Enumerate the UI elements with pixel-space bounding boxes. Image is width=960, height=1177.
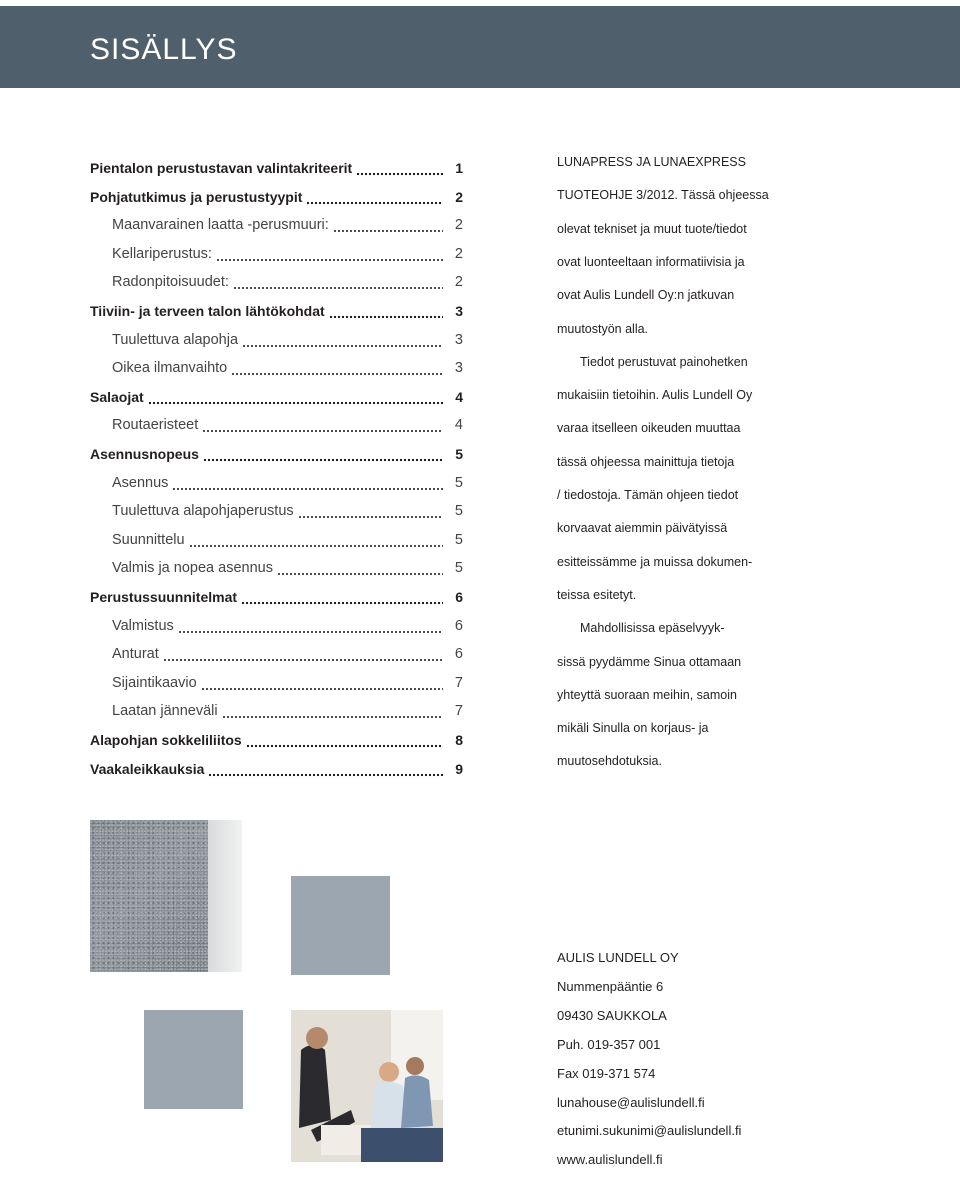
toc-entry-label: Tuulettuva alapohja [112,331,239,348]
dot-leader [163,645,443,663]
address-line: Nummenpääntie 6 [557,978,664,994]
dot-leader [298,502,443,520]
toc-page-number: 5 [454,560,463,577]
dot-leader [222,702,443,720]
toc-entry [112,212,463,234]
dot-leader [329,302,443,320]
wall-edge [208,820,242,972]
toc-page-number: 3 [455,303,463,319]
toc-page-number: 6 [454,617,463,634]
table-of-contents [0,0,480,800]
dot-leader [277,559,443,577]
toc-entry-label: Perustussuunnitelmat [90,589,238,605]
intro-line: sissä pyydämme Sinua ottamaan [557,654,742,669]
toc-page-number: 4 [454,417,463,434]
dot-leader [233,273,443,291]
dot-leader [178,617,443,635]
toc-entry-label: Asennusnopeus [90,446,199,462]
intro-line: ovat Aulis Lundell Oy:n jatkuvan [557,288,735,303]
intro-line: korvaavat aiemmin päivätyissä [557,521,728,536]
intro-line: Tiedot perustuvat painohetken [580,354,748,369]
toc-entry-label: Vaakaleikkauksia [90,760,205,777]
toc-page-number: 4 [455,388,463,405]
toc-entry-label: Alapohjan sokkeliliitos [90,732,242,748]
intro-line: muutosehdotuksia. [557,754,662,769]
toc-page-number: 2 [454,217,463,234]
toc-entry [112,412,463,434]
toc-entry [112,698,463,720]
intro-line: esitteissämme ja muissa dokumen- [557,554,753,569]
toc-entry-label: Oikea ilmanvaihto [112,360,228,377]
gray-swatch-top [291,876,390,975]
toc-entry [112,498,463,520]
toc-entry [90,298,463,320]
toc-entry-label: Radonpitoisuudet: [112,274,229,291]
dot-leader [246,731,443,749]
toc-entry [90,441,463,463]
toc-page-number: 3 [454,331,463,348]
toc-page-number: 2 [454,274,463,291]
toc-page-number: 2 [455,188,463,205]
dot-leader [356,159,443,177]
intro-line: Mahdollisissa epäselvyyk- [580,621,725,636]
toc-entry-label: Pientalon perustustavan valintakriteerit [90,160,353,176]
address-line: Fax 019-371 574 [557,1065,656,1081]
intro-line: teissa esitetyt. [557,587,637,602]
toc-page-number: 8 [455,732,463,748]
meeting-people-photo [291,1010,443,1162]
dot-leader [306,188,443,206]
toc-entry-label: Asennus [112,474,169,491]
address-line: lunahouse@aulislundell.fi [557,1094,705,1110]
toc-page-number: 5 [454,503,463,520]
toc-entry [112,327,463,349]
toc-entry-label: Anturat [112,646,159,663]
toc-entry [112,269,463,291]
toc-entry [90,584,463,606]
toc-entry [112,555,463,577]
dot-leader [241,588,443,606]
dot-leader [148,388,443,406]
toc-page-number: 5 [454,474,463,491]
toc-page-number: 7 [454,674,463,691]
toc-entry-label: Suunnittelu [112,531,185,548]
toc-entry [112,613,463,635]
toc-entry [90,155,463,177]
address-line: AULIS LUNDELL OY [557,950,679,965]
dot-leader [189,531,443,549]
intro-line: mikäli Sinulla on korjaus- ja [557,721,709,736]
toc-page-number: 7 [454,703,463,720]
address-line: 09430 SAUKKOLA [557,1007,667,1023]
toc-entry [112,670,463,692]
toc-page-number: 1 [455,160,463,176]
dot-leader [202,416,443,434]
toc-entry [90,756,463,778]
dot-leader [216,245,443,263]
address-line: www.aulislundell.fi [557,1152,663,1168]
dot-leader [201,674,443,692]
dot-leader [208,760,443,778]
toc-entry-label: Valmis ja nopea asennus [112,560,273,577]
toc-entry [112,641,463,663]
intro-line: muutostyön alla. [557,321,649,336]
toc-page-number: 2 [454,245,463,262]
toc-entry [90,384,463,406]
toc-entry-label: Maanvarainen laatta -perusmuuri: [112,217,329,234]
intro-line: / tiedostoja. Tämän ohjeen tiedot [557,488,739,502]
gray-swatch-bottom [144,1010,243,1109]
toc-page-number: 5 [454,531,463,548]
meeting-illustration [291,1010,443,1162]
toc-entry-label: Tiiviin- ja terveen talon lähtökohdat [90,303,325,319]
toc-entry [112,355,463,377]
toc-page-number: 3 [454,360,463,377]
intro-line: tässä ohjeessa mainittuja tietoja [557,454,735,469]
intro-line: yhteyttä suoraan meihin, samoin [557,687,737,702]
intro-line: varaa itselleen oikeuden muuttaa [557,421,741,436]
address-line: Puh. 019-357 001 [557,1036,661,1052]
toc-entry-label: Laatan jänneväli [112,703,218,720]
dot-leader [231,359,443,377]
stone-texture-photo [90,820,242,972]
dot-leader [242,331,443,349]
toc-entry-label: Kellariperustus: [112,245,212,262]
toc-entry [112,470,463,492]
toc-entry [90,727,463,749]
intro-line: LUNAPRESS JA LUNAEXPRESS [557,155,746,169]
dot-leader [333,216,443,234]
toc-entry-label: Valmistus [112,617,174,634]
toc-page-number: 5 [455,446,463,462]
intro-line: TUOTEOHJE 3/2012. Tässä ohjeessa [557,188,769,203]
intro-line: olevat tekniset ja muut tuote/tiedot [557,221,747,236]
toc-page-number: 9 [455,760,463,777]
toc-entry [90,184,463,206]
toc-entry-label: Tuulettuva alapohjaperustus [112,503,294,520]
toc-page-number: 6 [455,589,463,605]
page-title: SISÄLLYS [90,33,238,66]
dot-leader [172,474,443,492]
address-line: etunimi.sukunimi@aulislundell.fi [557,1123,742,1139]
toc-page-number: 6 [454,646,463,663]
toc-entry-label: Salaojat [90,388,144,405]
intro-line: mukaisiin tietoihin. Aulis Lundell Oy [557,388,753,403]
toc-entry-label: Routaeristeet [112,417,199,434]
dot-leader [203,445,443,463]
toc-entry-label: Pohjatutkimus ja perustustyypit [90,188,303,205]
intro-line: ovat luonteeltaan informatiivisia ja [557,254,745,269]
toc-entry [112,241,463,263]
toc-entry [112,527,463,549]
toc-entry-label: Sijaintikaavio [112,674,197,691]
